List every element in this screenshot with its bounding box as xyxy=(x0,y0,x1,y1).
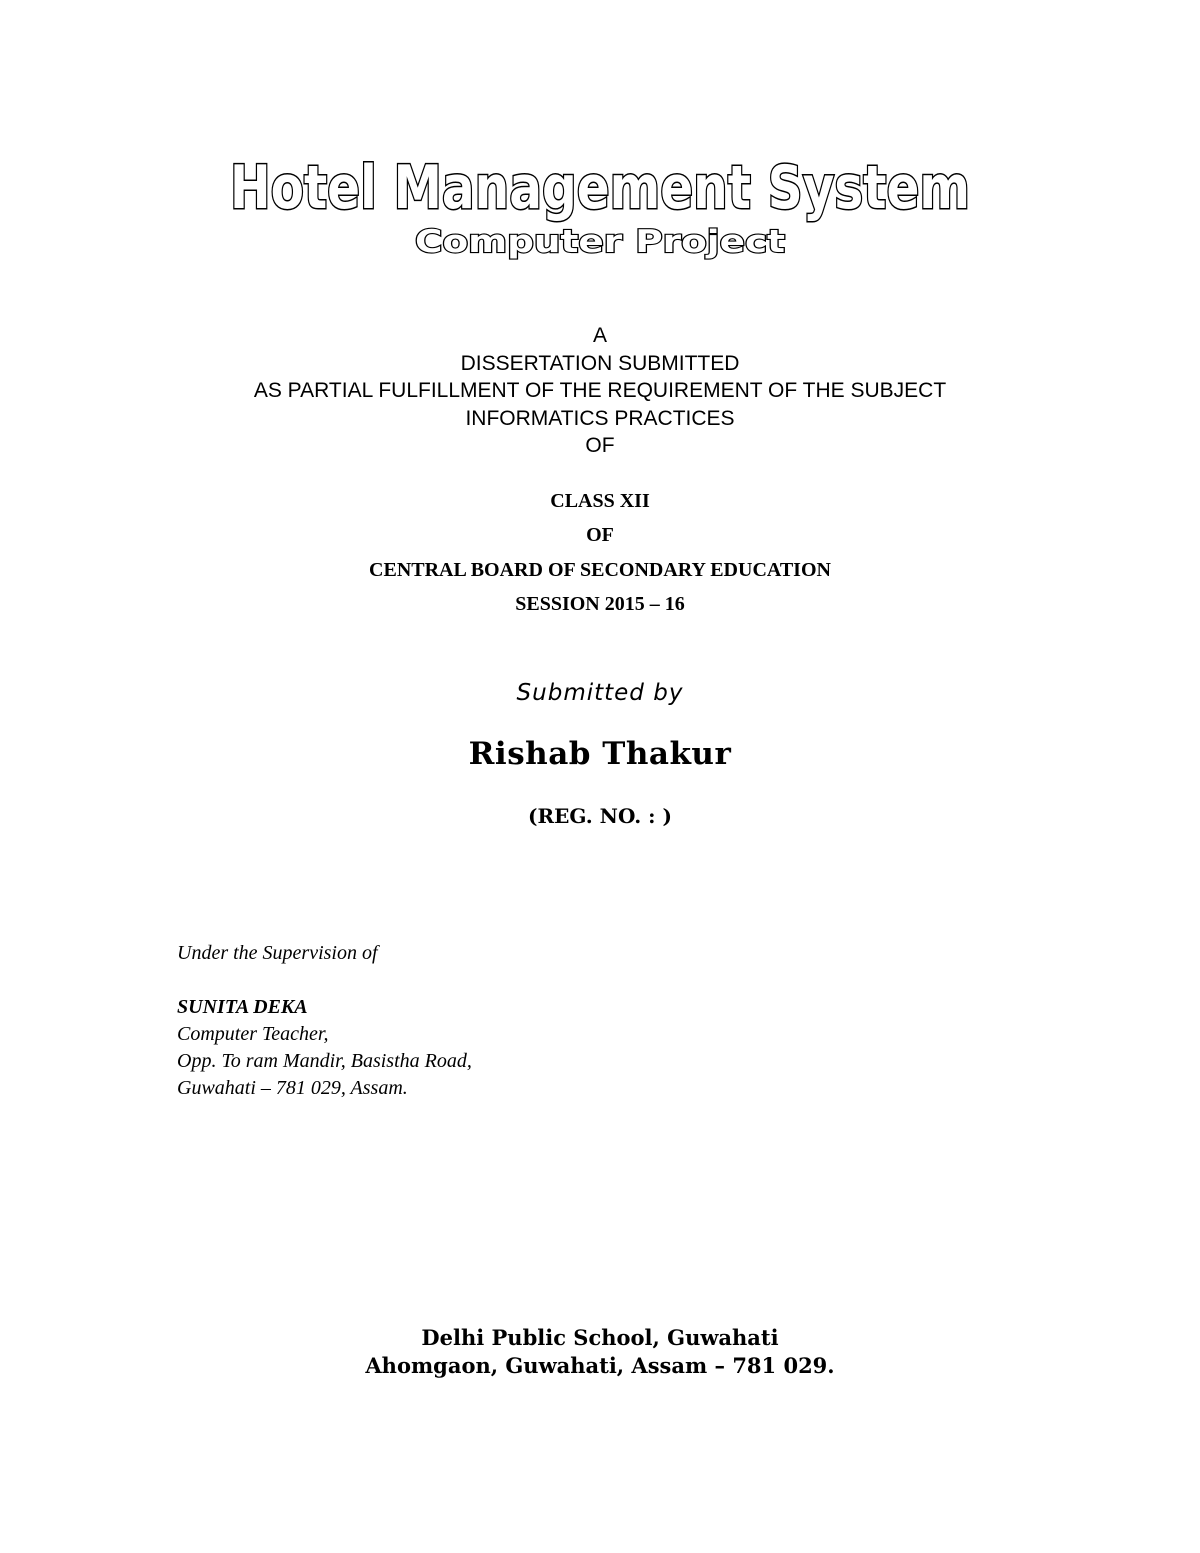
dissertation-line: OF xyxy=(585,434,615,457)
supervisor-address-line: Opp. To ram Mandir, Basistha Road, xyxy=(177,1050,472,1072)
board-name: CENTRAL BOARD OF SECONDARY EDUCATION xyxy=(369,559,831,581)
of-line: OF xyxy=(586,524,614,546)
supervisor-designation: Computer Teacher, xyxy=(177,1023,329,1045)
registration-number: (REG. NO. : ) xyxy=(528,804,672,828)
supervisor-address-line: Guwahati – 781 029, Assam. xyxy=(177,1077,408,1099)
dissertation-statement xyxy=(0,322,1200,460)
session-line: SESSION 2015 – 16 xyxy=(515,593,685,615)
title-block xyxy=(0,130,1200,270)
submitted-by-label: Submitted by xyxy=(516,680,684,706)
project-subtitle: Computer Project xyxy=(415,224,786,260)
supervision-label: Under the Supervision of xyxy=(177,942,378,964)
dissertation-line: AS PARTIAL FULFILLMENT OF THE REQUIREMENT OF THE SUBJECT xyxy=(253,379,947,402)
school-address: Ahomgaon, Guwahati, Assam – 781 029. xyxy=(365,1353,835,1378)
school-block xyxy=(0,1324,1200,1380)
project-title: Hotel Management System xyxy=(230,153,970,223)
supervisor-block xyxy=(177,940,472,1102)
dissertation-line: DISSERTATION SUBMITTED xyxy=(460,351,740,375)
dissertation-line: A xyxy=(592,324,607,347)
supervisor-name: SUNITA DEKA xyxy=(177,996,308,1018)
dissertation-line: INFORMATICS PRACTICES xyxy=(465,406,735,430)
school-name: Delhi Public School, Guwahati xyxy=(421,1325,779,1350)
student-name: Rishab Thakur xyxy=(468,736,732,772)
class-line: CLASS XII xyxy=(550,490,650,512)
